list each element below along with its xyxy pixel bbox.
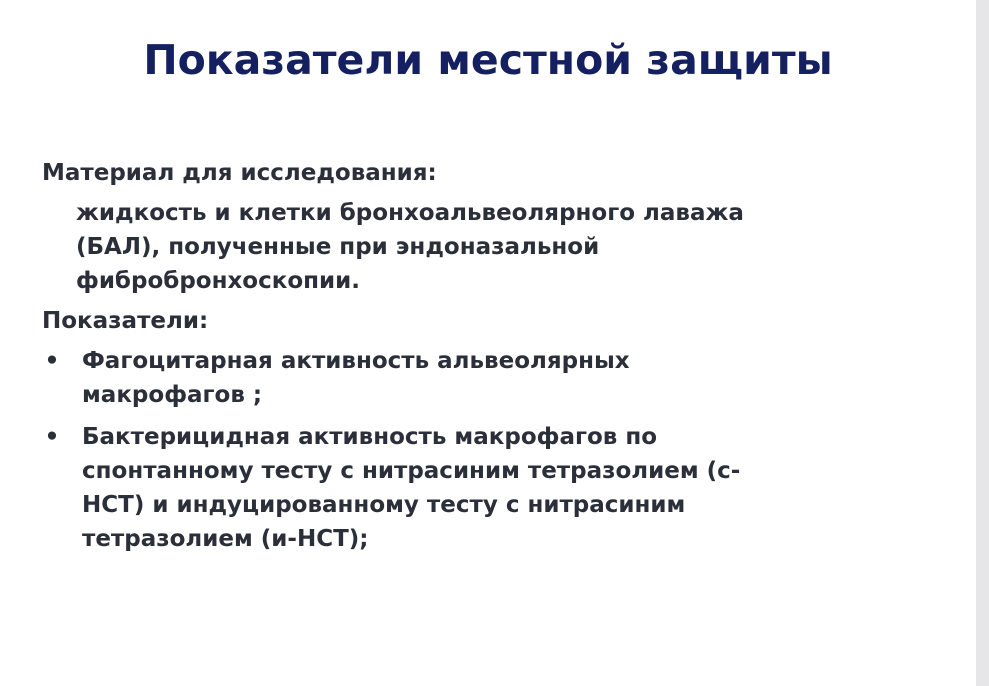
- list-item-line: спонтанному тесту с нитрасиним тетразолием (с-: [82, 458, 741, 484]
- material-line: (БАЛ), полученные при эндоназальной: [76, 234, 600, 260]
- list-item: [42, 420, 942, 556]
- list-item: [42, 344, 942, 412]
- material-line: жидкость и клетки бронхоальвеолярного лаважа: [76, 200, 744, 226]
- indicators-list: [42, 344, 942, 556]
- material-description: [76, 196, 936, 298]
- material-heading: Материал для исследования:: [42, 160, 437, 186]
- slide-body: [42, 156, 942, 564]
- slide-title: Показатели местной защиты: [143, 36, 833, 84]
- bullet-icon: •: [44, 424, 60, 450]
- window-edge: [976, 0, 989, 686]
- list-item-line: макрофагов ;: [82, 382, 263, 408]
- list-item-line: Бактерицидная активность макрофагов по: [82, 424, 658, 450]
- bullet-icon: •: [44, 348, 60, 374]
- indicators-heading: Показатели:: [42, 308, 209, 334]
- material-line: фибробронхоскопии.: [76, 268, 361, 294]
- list-item-line: НСТ) и индуцированному тесту с нитрасиним: [82, 492, 686, 518]
- list-item-line: Фагоцитарная активность альвеолярных: [82, 348, 630, 374]
- list-item-line: тетразолием (и-НСТ);: [82, 526, 369, 552]
